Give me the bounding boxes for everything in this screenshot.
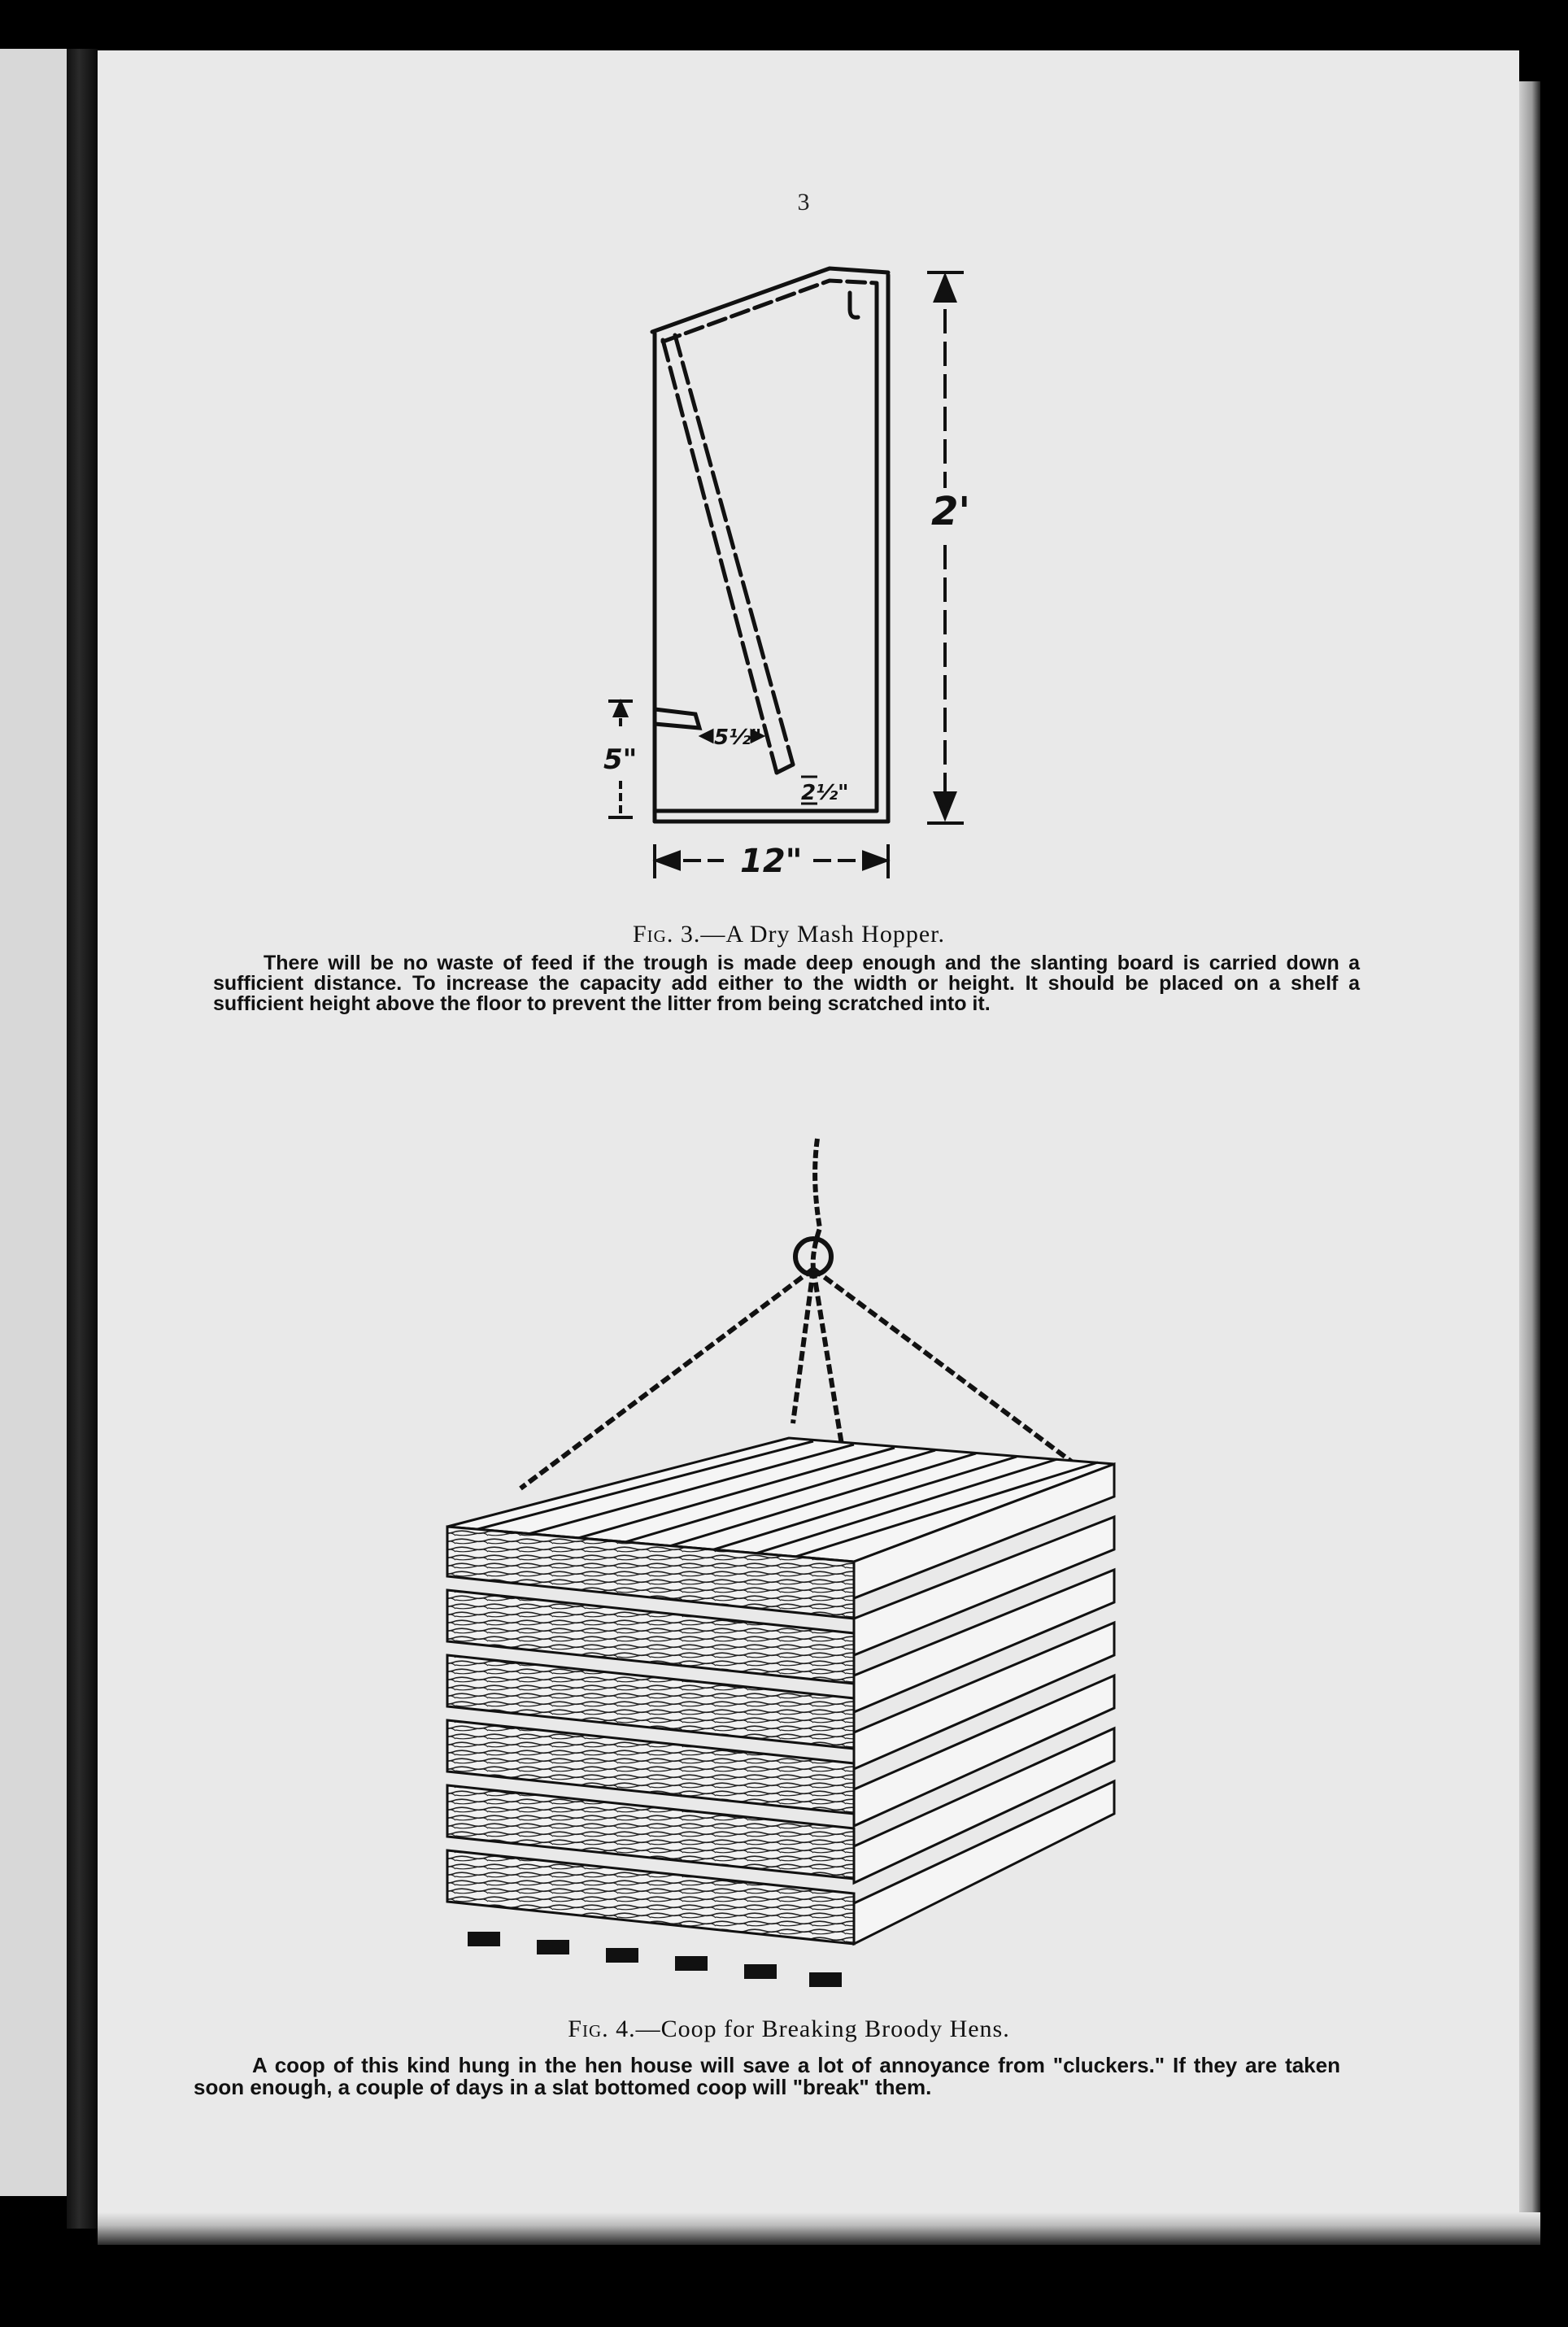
figure-3-caption [504,921,1074,948]
paragraph-hopper-description: There will be no waste of feed if the trough is made deep enough and the slanting board is carried down a sufficient distance. To increase the capacity add either to the width or height. It should be placed on a shelf a sufficient height above the floor to prevent the litter from being scratched into it. [213,952,1360,1015]
dimension-board-gap-label: 2½" [801,781,849,805]
dimension-width-label: 12" [740,843,803,880]
dimension-gap-label: 5½" [714,726,762,750]
figure-3-caption-label: Fig. 3. [633,921,701,948]
figure-4-coop-illustration [423,1131,1155,2017]
dimension-height-label: 2' [931,489,971,534]
figure-4-caption [455,2015,1122,2043]
coop-bottom-slats [468,1932,842,1987]
figure-3-hopper-diagram [586,244,1008,895]
facing-page-fragment [0,49,67,2196]
figure-3-caption-text: —A Dry Mash Hopper. [700,921,945,948]
lid-hook [850,293,858,317]
hopper-lid [652,268,888,332]
page-edge-right [1519,81,1540,2245]
slanting-board-left [663,340,777,773]
figure-4-caption-label: Fig. 4. [568,2015,636,2042]
page-edge-bottom [98,2212,1540,2245]
slanting-board-end [777,765,793,773]
coop-front-face [447,1527,854,1944]
slanting-board-right [675,335,793,765]
book-spine [67,49,98,2229]
paragraph-coop-description: A coop of this kind hung in the hen house will save a lot of annoyance from "cluckers." If they are taken soon enough, a couple of days in a slat bottomed coop will "break" them. [194,2053,1340,2099]
trough-lip [655,709,699,728]
figure-4-caption-text: —Coop for Breaking Broody Hens. [635,2015,1010,2042]
dimension-lip-label: 5" [603,743,638,776]
page-number: 3 [797,189,810,216]
